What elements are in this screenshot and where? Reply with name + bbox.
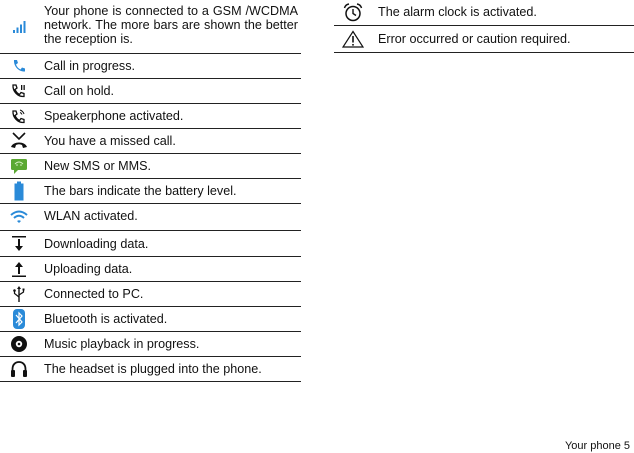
- table-row: [0, 282, 301, 307]
- usb-icon: [0, 282, 38, 306]
- row-text: Call in progress.: [44, 59, 135, 73]
- row-text: Bluetooth is activated.: [44, 312, 168, 326]
- headset-icon: [0, 357, 38, 381]
- page-footer: Your phone 5: [564, 440, 630, 452]
- battery-icon: [0, 179, 38, 203]
- table-row: [0, 257, 301, 282]
- row-text: New SMS or MMS.: [44, 159, 152, 173]
- sms-icon: [0, 154, 38, 178]
- download-icon: [0, 231, 38, 256]
- table-row: [0, 332, 301, 357]
- row-text: Music playback in progress.: [44, 337, 200, 351]
- row-text: Downloading data.: [44, 237, 149, 251]
- wlan-icon: [0, 204, 38, 230]
- table-row: [0, 54, 301, 79]
- row-text: Call on hold.: [44, 84, 115, 98]
- table-row: [0, 307, 301, 332]
- row-text: Connected to PC.: [44, 287, 144, 301]
- table-row: [0, 0, 301, 54]
- row-text: The bars indicate the battery level.: [44, 184, 237, 198]
- table-row: [0, 204, 301, 231]
- music-icon: [0, 332, 38, 356]
- table-row: [0, 357, 301, 382]
- table-row: [334, 0, 634, 26]
- table-row: [0, 154, 301, 179]
- upload-icon: [0, 257, 38, 281]
- row-text: WLAN activated.: [44, 209, 138, 223]
- phone-call-icon: [0, 54, 38, 78]
- row-text: The headset is plugged into the phone.: [44, 362, 262, 376]
- table-row: [0, 179, 301, 204]
- row-text: Uploading data.: [44, 262, 133, 276]
- row-text: Your phone is connected to a GSM /WCDMA network. The more bars are shown the better the reception is.: [44, 4, 298, 46]
- row-text: Speakerphone activated.: [44, 109, 184, 123]
- row-text: The alarm clock is activated.: [378, 5, 537, 19]
- bluetooth-icon: [0, 307, 38, 331]
- table-row: [0, 231, 301, 257]
- table-row: [0, 129, 301, 154]
- signal-bars-icon: [0, 0, 38, 53]
- table-row: [0, 104, 301, 129]
- missed-call-icon: [0, 129, 38, 153]
- table-row: [0, 79, 301, 104]
- warning-icon: [334, 26, 372, 52]
- row-text: Error occurred or caution required.: [378, 32, 571, 46]
- row-text: You have a missed call.: [44, 134, 176, 148]
- alarm-clock-icon: [334, 0, 372, 25]
- table-row: [334, 26, 634, 53]
- call-hold-icon: [0, 79, 38, 103]
- speakerphone-icon: [0, 104, 38, 128]
